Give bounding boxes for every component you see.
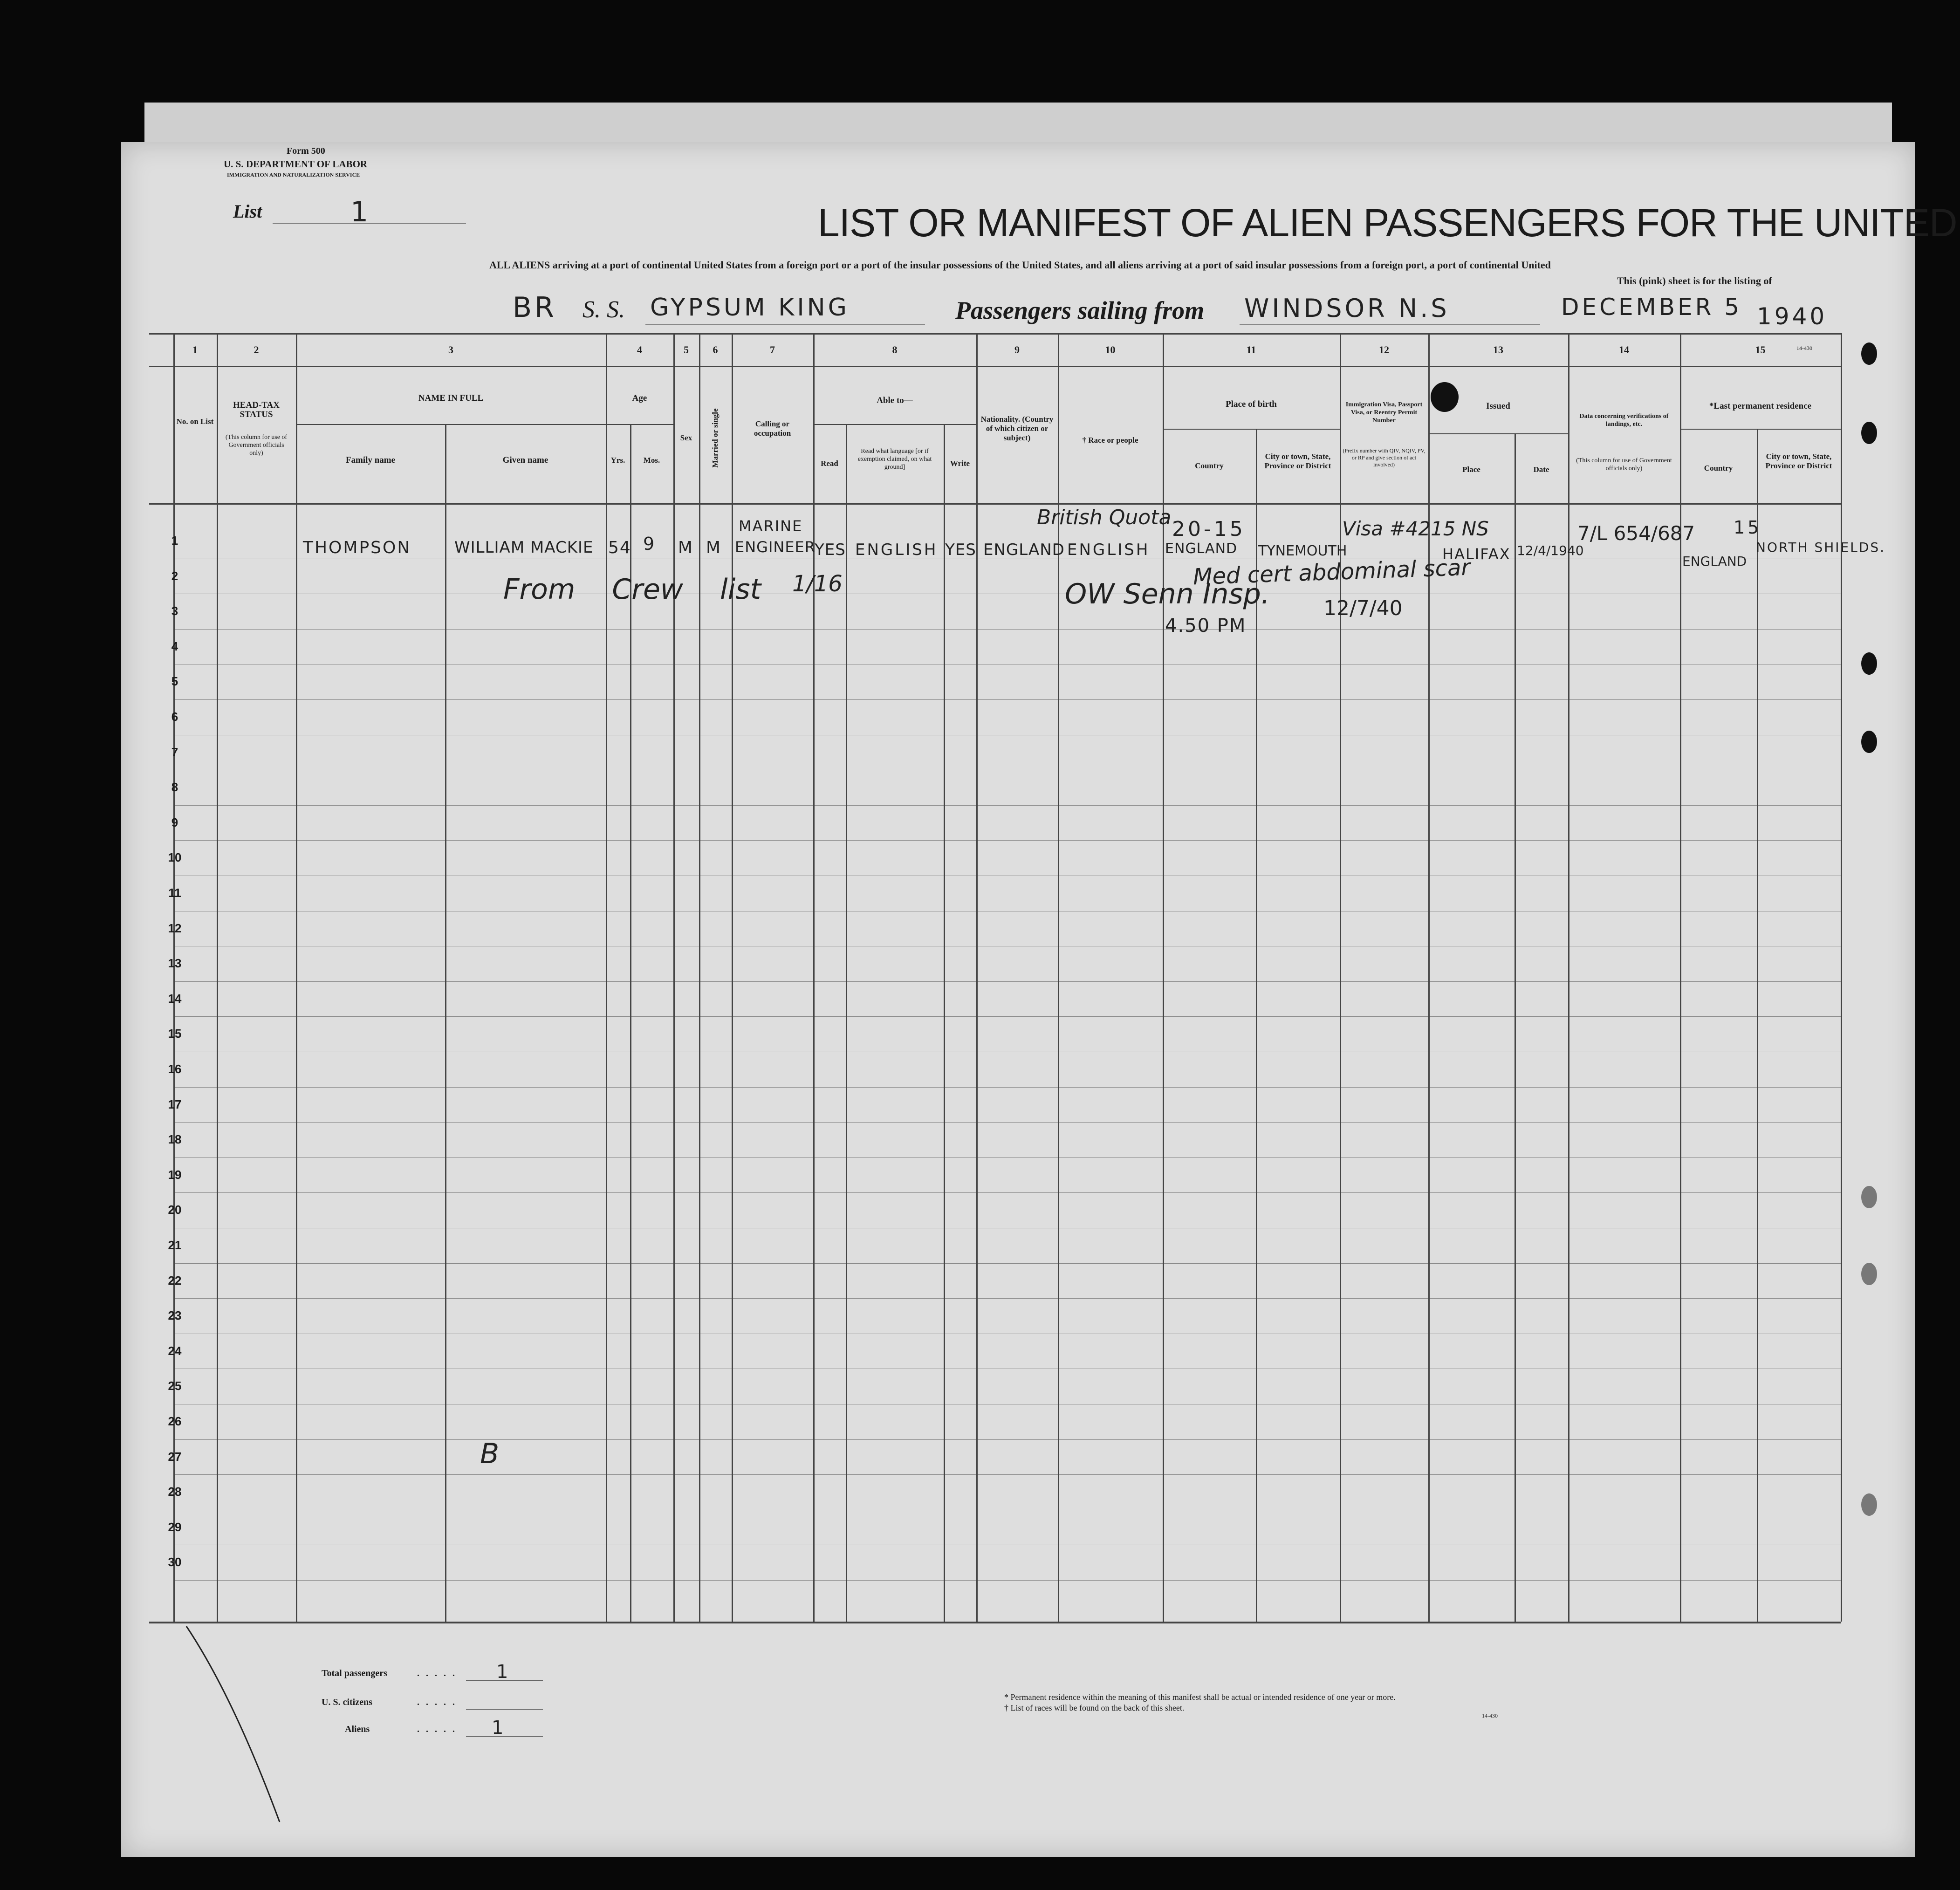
medical-note: Med cert abdominal scar — [1192, 554, 1471, 590]
birth-city: TYNEMOUTH — [1258, 543, 1347, 559]
punch-hole — [1861, 422, 1877, 444]
col-rule — [699, 333, 700, 1622]
row-rule — [175, 1157, 1841, 1158]
marital-status: M — [706, 538, 724, 557]
list-number: 1 — [350, 196, 369, 228]
header-visa-note: (Prefix number with QIV, NQIV, PV, or RP and give section of act involved) — [1343, 447, 1425, 468]
header-head-tax: HEAD-TAX STATUS — [233, 400, 280, 419]
col-rule — [976, 333, 978, 1622]
header-res-country: Country — [1704, 464, 1733, 472]
row-rule — [175, 1087, 1841, 1088]
header-name-in-full: NAME IN FULL — [418, 393, 484, 403]
stray-mark: B — [480, 1438, 500, 1470]
col-rule — [1757, 429, 1758, 1622]
form-code: 14-430 — [1796, 345, 1812, 351]
list-line — [273, 223, 466, 224]
col-rule — [217, 333, 218, 1622]
crew-note-number: 1/16 — [792, 571, 843, 597]
header-last-residence: *Last permanent residence — [1709, 401, 1812, 411]
col-rule — [296, 333, 297, 1622]
issued-place: HALIFAX — [1442, 545, 1511, 563]
row-number: 27 — [168, 1449, 182, 1464]
col-number: 1 — [192, 344, 198, 356]
col-rule — [606, 333, 607, 1622]
header-calling: Calling or occupation — [754, 419, 791, 438]
aliens-value: 1 — [492, 1717, 504, 1739]
row-number: 22 — [168, 1273, 182, 1287]
race: ENGLISH — [1067, 541, 1150, 559]
row-number: 8 — [171, 780, 178, 794]
table-bottom — [149, 1622, 1841, 1623]
aliens-line — [466, 1736, 543, 1737]
row-number: 28 — [168, 1485, 182, 1499]
row-number: 15 — [168, 1027, 182, 1041]
header-given-name: Given name — [502, 455, 548, 465]
manifest-subtitle: ALL ALIENS arriving at a port of continental United States from a foreign port or a port of the insular possessions of the United States, and all aliens arriving at a port of said insular possessions from a foreign port, a port of continental United — [489, 259, 1551, 271]
header-no-on-list: No. on List — [176, 417, 214, 426]
row-number: 20 — [168, 1203, 182, 1217]
row-number: 26 — [168, 1414, 182, 1428]
col-rule — [673, 333, 675, 1622]
landing-data: 7/L 654/687 — [1577, 522, 1695, 545]
subhead-rule — [1163, 429, 1340, 430]
row-number: 17 — [168, 1097, 182, 1111]
read-language: ENGLISH — [855, 541, 938, 559]
punch-hole — [1861, 1263, 1877, 1285]
row-number: 6 — [171, 710, 178, 724]
row-number: 2 — [171, 568, 178, 583]
header-res-city: City or town, State, Province or District — [1765, 452, 1832, 470]
can-read: YES — [815, 541, 846, 559]
footnote-code: 14-430 — [1482, 1712, 1498, 1719]
subhead-rule — [606, 424, 673, 425]
us-citizens-label: U. S. citizens — [322, 1697, 372, 1707]
manifest-title: LIST OR MANIFEST OF ALIEN PASSENGERS FOR THE UNITED — [818, 201, 1957, 245]
subhead-rule — [813, 424, 976, 425]
quota-note: British Quota — [1037, 506, 1172, 529]
header-age: Age — [632, 393, 647, 403]
footnote-races: † List of races will be found on the back of this sheet. — [1004, 1703, 1185, 1712]
family-name: THOMPSON — [303, 538, 411, 557]
row-number: 10 — [168, 850, 182, 865]
row-rule — [175, 840, 1841, 841]
can-write: YES — [945, 541, 976, 559]
row-rule — [175, 981, 1841, 982]
col-rule — [1515, 433, 1516, 1622]
sailing-year: 1940 — [1757, 303, 1828, 330]
col-rule — [1568, 333, 1569, 1622]
sex: M — [678, 538, 696, 557]
age-years: 54 — [608, 538, 631, 557]
col-number: 7 — [770, 344, 775, 356]
issued-date: 12/4/1940 — [1517, 543, 1584, 558]
col-number: 11 — [1246, 344, 1256, 356]
header-bottom — [149, 503, 1841, 505]
row-rule — [175, 699, 1841, 700]
row-number: 18 — [168, 1132, 182, 1147]
header-family-name: Family name — [345, 455, 396, 465]
header-issued-date: Date — [1533, 465, 1549, 474]
occupation-line-2: ENGINEER — [735, 538, 816, 556]
manifest-subtitle-2: This (pink) sheet is for the listing of — [1617, 275, 1772, 287]
header-issued: Issued — [1486, 401, 1510, 411]
row-number: 29 — [168, 1520, 182, 1534]
ship-name: GYPSUM KING — [650, 294, 850, 322]
header-nationality: Nationality. (Country of which citizen or subject) — [980, 415, 1054, 442]
row-rule — [175, 805, 1841, 806]
list-label: List — [233, 201, 262, 222]
total-passengers-value: 1 — [496, 1661, 508, 1683]
aliens-label: Aliens — [345, 1724, 370, 1734]
col-rule — [732, 333, 733, 1622]
inspection-date: 12/7/40 — [1323, 596, 1403, 620]
ship-line — [645, 324, 925, 325]
punch-hole — [1861, 1186, 1877, 1208]
row-number: 3 — [171, 604, 178, 618]
residence-country: ENGLAND — [1682, 554, 1747, 569]
header-birth-country: Country — [1195, 461, 1224, 470]
row-rule — [175, 1439, 1841, 1440]
form-number: Form 500 — [287, 146, 325, 156]
row-number: 14 — [168, 991, 182, 1006]
dots: ..... — [417, 1668, 461, 1678]
row-number: 19 — [168, 1167, 182, 1182]
punch-hole — [1861, 342, 1877, 365]
row-number: 12 — [168, 921, 182, 935]
row-rule — [175, 1474, 1841, 1475]
row-number: 7 — [171, 745, 178, 759]
table-top — [149, 333, 1841, 335]
header-race: † Race or people — [1082, 436, 1138, 445]
port-line — [1240, 324, 1540, 325]
header-sex: Sex — [680, 433, 692, 442]
row-number: 11 — [168, 886, 181, 900]
col-number: 5 — [684, 344, 689, 356]
header-mos: Mos. — [643, 456, 660, 465]
punch-hole — [1861, 652, 1877, 675]
quota-number: 20-15 — [1172, 517, 1246, 541]
col-rule — [944, 424, 945, 1622]
department: U. S. DEPARTMENT OF LABOR — [224, 158, 368, 170]
header-married: Married or single — [711, 408, 720, 468]
col-number: 4 — [637, 344, 642, 356]
pen-stroke — [177, 1622, 289, 1827]
header-landings: Data concerning verifications of landings, etc. — [1579, 413, 1669, 428]
row-number: 9 — [171, 815, 178, 829]
col-number: 15 — [1755, 344, 1766, 356]
dots: ..... — [417, 1724, 461, 1734]
row-number: 25 — [168, 1379, 182, 1393]
header-visa: Immigration Visa, Passport Visa, or Reentry Permit Number — [1345, 401, 1423, 424]
col-number: 3 — [448, 344, 453, 356]
header-head-tax-note: (This column for use of Government officials only) — [225, 434, 288, 457]
row-rule — [175, 629, 1841, 630]
sailing-date: DECEMBER 5 — [1561, 294, 1742, 321]
col-rule — [846, 424, 847, 1622]
col-rule — [1841, 333, 1842, 1622]
col-number: 13 — [1493, 344, 1503, 356]
col-number-rule — [149, 366, 1841, 367]
col-number: 6 — [713, 344, 718, 356]
row-number: 23 — [168, 1308, 182, 1323]
col-number: 9 — [1014, 344, 1020, 356]
row-number: 16 — [168, 1062, 182, 1076]
col-rule — [813, 333, 815, 1622]
subhead-rule — [1428, 433, 1568, 434]
row-number: 24 — [168, 1343, 182, 1358]
row-number: 1 — [171, 534, 178, 548]
row-number: 21 — [168, 1238, 182, 1252]
col-number: 10 — [1105, 344, 1116, 356]
col-number: 12 — [1379, 344, 1389, 356]
row-rule — [175, 1580, 1841, 1581]
footnote-residence: * Permanent residence within the meaning of this manifest shall be actual or intended residence of one year or more. — [1004, 1692, 1396, 1702]
port: WINDSOR N.S — [1244, 294, 1450, 323]
header-place-of-birth: Place of birth — [1226, 399, 1277, 409]
birth-country: ENGLAND — [1165, 541, 1238, 557]
header-read: Read — [821, 459, 838, 468]
row-number: 5 — [171, 674, 178, 689]
col-rule — [1340, 333, 1341, 1622]
row-number: 13 — [168, 956, 182, 971]
row-rule — [175, 1122, 1841, 1123]
subhead-rule — [1680, 429, 1841, 430]
citizens-line — [466, 1709, 543, 1710]
header-issued-place: Place — [1462, 465, 1480, 474]
visa-number: Visa #4215 NS — [1342, 517, 1489, 540]
col-rule — [445, 424, 446, 1622]
service: IMMIGRATION AND NATURALIZATION SERVICE — [227, 171, 360, 178]
given-name: WILLIAM MACKIE — [454, 538, 594, 557]
age-months: 9 — [643, 534, 658, 554]
col-number: 14 — [1619, 344, 1629, 356]
total-passengers-label: Total passengers — [322, 1668, 387, 1678]
subhead-rule — [296, 424, 606, 425]
sailing-label: Passengers sailing from — [955, 296, 1205, 324]
row-rule — [175, 1263, 1841, 1264]
col-number: 8 — [892, 344, 898, 356]
dots: ..... — [417, 1697, 461, 1707]
col-number: 2 — [254, 344, 259, 356]
punch-hole — [1861, 1493, 1877, 1516]
residence-number: 15 — [1734, 517, 1762, 538]
row-number: 30 — [168, 1555, 182, 1569]
row-number: 4 — [171, 639, 178, 653]
crew-note: From Crew list — [503, 573, 761, 606]
header-yrs: Yrs. — [610, 456, 625, 465]
row-rule — [175, 1298, 1841, 1299]
header-landings-note: (This column for use of Government officials only) — [1576, 457, 1672, 472]
punch-hole — [1861, 731, 1877, 753]
row-rule — [175, 1192, 1841, 1193]
header-birth-city: City or town, State, Province or District — [1264, 452, 1331, 470]
header-read-language: Read what language [or if exemption claimed, on what ground] — [857, 448, 932, 471]
ss-label: S. S. — [583, 296, 625, 323]
flag: BR — [513, 291, 557, 324]
inspection-time: 4.50 PM — [1165, 615, 1247, 637]
inspection-note: OW Senn Insp. — [1065, 578, 1270, 610]
occupation-line-1: MARINE — [739, 517, 803, 535]
header-able-to: Able to— — [877, 396, 913, 405]
header-write: Write — [950, 459, 970, 468]
row-rule — [175, 1016, 1841, 1017]
residence-city: NORTH SHIELDS. — [1756, 540, 1886, 555]
nationality: ENGLAND — [983, 541, 1065, 559]
